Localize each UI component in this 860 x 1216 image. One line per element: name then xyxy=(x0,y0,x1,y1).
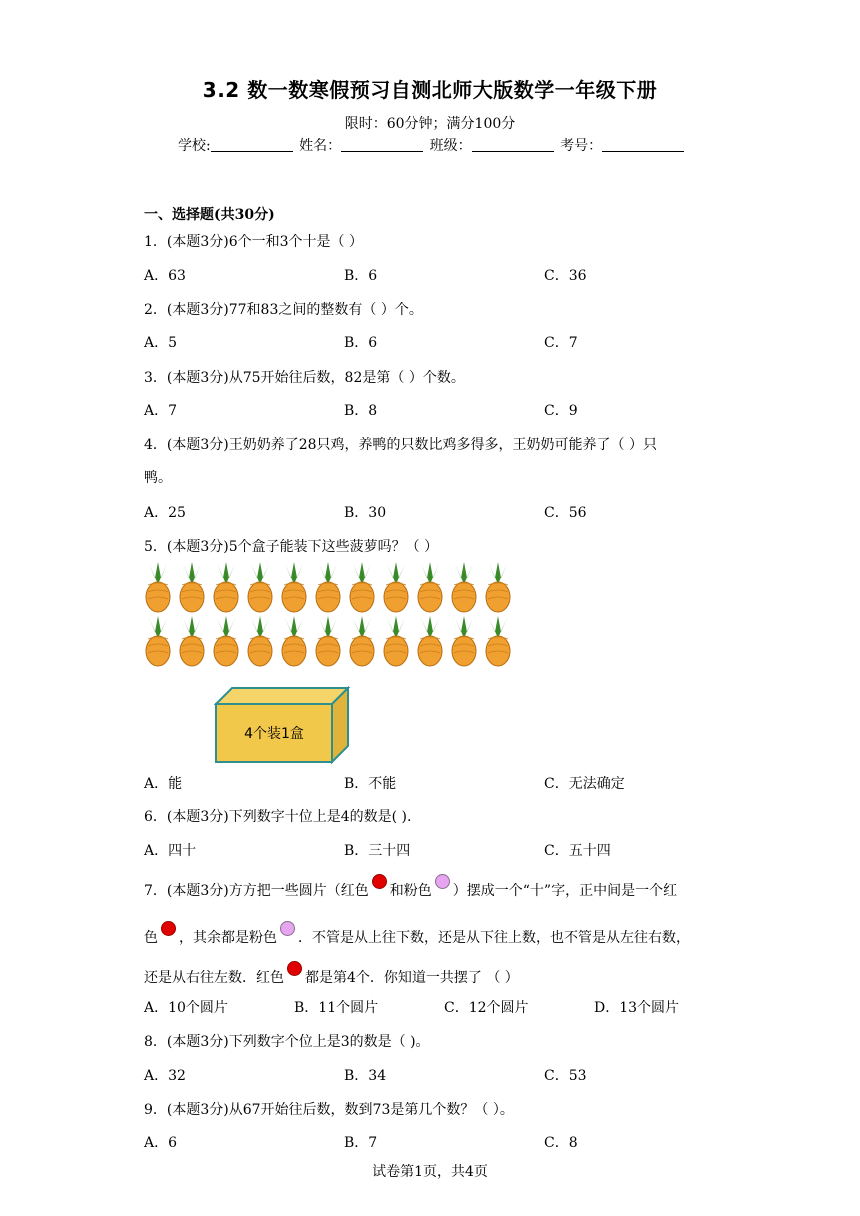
pineapple-icon xyxy=(486,562,510,612)
school-blank[interactable] xyxy=(211,137,293,152)
q7-text: 色 xyxy=(144,930,158,946)
option-b[interactable]: B．8 xyxy=(344,403,378,419)
option-a[interactable]: A．32 xyxy=(144,1068,186,1084)
pineapple-icon xyxy=(180,562,204,612)
pineapple-icon xyxy=(350,562,374,612)
option-c[interactable]: C．36 xyxy=(544,268,587,284)
question-5-options xyxy=(144,773,744,793)
option-a[interactable]: A．6 xyxy=(144,1135,178,1151)
red-disc-icon xyxy=(372,874,387,889)
question-7-line-1 xyxy=(144,874,677,900)
q7-text: ，其余都是粉色 xyxy=(179,930,277,946)
class-label: 班级： xyxy=(429,138,472,154)
pineapple-icon xyxy=(214,562,238,612)
question-3-options xyxy=(144,400,744,420)
pineapple-icon xyxy=(452,562,476,612)
student-info xyxy=(178,135,686,155)
question-4-options xyxy=(144,502,744,522)
option-d[interactable]: D．13个圆片 xyxy=(594,1000,680,1016)
red-disc-icon xyxy=(161,921,176,936)
pineapple-icon xyxy=(146,562,170,612)
pineapple-icon xyxy=(282,616,306,666)
option-b[interactable]: B．6 xyxy=(344,268,378,284)
option-b[interactable]: B．不能 xyxy=(344,776,397,792)
option-c[interactable]: C．9 xyxy=(544,403,578,419)
q7-text: 和粉色 xyxy=(389,883,432,899)
q7-text: 还是从右往左数．红色 xyxy=(144,970,284,986)
page-title: 3.2 数一数寒假预习自测北师大版数学一年级下册 xyxy=(202,78,658,102)
option-b[interactable]: B．三十四 xyxy=(344,843,411,859)
question-2-options xyxy=(144,332,744,352)
pineapple-icon xyxy=(452,616,476,666)
option-b[interactable]: B．6 xyxy=(344,335,378,351)
q7-text: 都是第4个．你知道一共摆了 （ ） xyxy=(305,970,519,986)
option-a[interactable]: A．10个圆片 xyxy=(144,1000,228,1016)
option-c[interactable]: C．53 xyxy=(544,1068,587,1084)
option-a[interactable]: A．能 xyxy=(144,776,183,792)
q7-text: ．不管是从上往下数，还是从下往上数，也不管是从左往右数， xyxy=(298,930,690,946)
exam-no-blank[interactable] xyxy=(602,137,684,152)
option-c[interactable]: C．56 xyxy=(544,505,587,521)
pineapple-icon xyxy=(384,616,408,666)
option-b[interactable]: B．7 xyxy=(344,1135,378,1151)
question-8-options xyxy=(144,1065,744,1085)
name-label: 姓名： xyxy=(299,138,342,154)
pineapple-icon xyxy=(350,616,374,666)
question-9: 9．(本题3分)从67开始往后数，数到73是第几个数？（ ）。 xyxy=(144,1102,514,1118)
box-top xyxy=(216,688,348,704)
option-c[interactable]: C．12个圆片 xyxy=(444,1000,529,1016)
pineapple-icon xyxy=(214,616,238,666)
question-6: 6．(本题3分)下列数字十位上是4的数是( ). xyxy=(144,809,412,825)
exam-no-label: 考号： xyxy=(560,138,603,154)
option-a[interactable]: A．25 xyxy=(144,505,186,521)
section-heading: 一、选择题(共30分) xyxy=(144,207,275,223)
pineapple-icon xyxy=(180,616,204,666)
question-8: 8．(本题3分)下列数字个位上是3的数是（ )。 xyxy=(144,1034,430,1050)
question-6-options xyxy=(144,840,744,860)
pineapple-icon xyxy=(248,562,272,612)
name-blank[interactable] xyxy=(341,137,423,152)
option-c[interactable]: C．无法确定 xyxy=(544,776,625,792)
pineapple-icon xyxy=(316,616,340,666)
q7-text: 7．(本题3分)方方把一些圆片（红色 xyxy=(144,883,369,899)
option-a[interactable]: A．63 xyxy=(144,268,186,284)
time-limit: 限时：60分钟；满分100分 xyxy=(344,116,516,132)
pink-disc-icon xyxy=(435,874,450,889)
question-7-line-3 xyxy=(144,961,519,987)
question-5: 5．(本题3分)5个盒子能装下这些菠萝吗？（ ） xyxy=(144,539,439,555)
pineapple-icon xyxy=(486,616,510,666)
pineapple-icon xyxy=(418,616,442,666)
pineapple-icon xyxy=(146,616,170,666)
question-3: 3．(本题3分)从75开始往后数，82是第（ ）个数。 xyxy=(144,370,465,386)
option-b[interactable]: B．34 xyxy=(344,1068,387,1084)
option-b[interactable]: B．11个圆片 xyxy=(294,1000,379,1016)
red-disc-icon xyxy=(287,961,302,976)
option-c[interactable]: C．8 xyxy=(544,1135,578,1151)
option-c[interactable]: C．五十四 xyxy=(544,843,611,859)
question-7-options xyxy=(144,997,744,1017)
pineapple-image xyxy=(144,562,516,668)
question-4-line-2: 鸭。 xyxy=(144,470,172,486)
question-1: 1．(本题3分)6个一和3个十是（ ） xyxy=(144,234,364,250)
pineapple-icon xyxy=(248,616,272,666)
option-b[interactable]: B．30 xyxy=(344,505,387,521)
pineapple-icon xyxy=(316,562,340,612)
question-4-line-1: 4．(本题3分)王奶奶养了28只鸡，养鸭的只数比鸡多得多，王奶奶可能养了（ ）只 xyxy=(144,437,658,453)
pineapple-icon xyxy=(418,562,442,612)
question-9-options xyxy=(144,1132,744,1152)
option-a[interactable]: A．7 xyxy=(144,403,178,419)
class-blank[interactable] xyxy=(472,137,554,152)
option-a[interactable]: A．5 xyxy=(144,335,178,351)
page-footer: 试卷第1页，共4页 xyxy=(372,1164,488,1180)
option-c[interactable]: C．7 xyxy=(544,335,578,351)
option-a[interactable]: A．四十 xyxy=(144,843,197,859)
question-2: 2．(本题3分)77和83之间的整数有（ ）个。 xyxy=(144,302,423,318)
pineapple-icon xyxy=(282,562,306,612)
question-7-line-2 xyxy=(144,921,690,947)
pink-disc-icon xyxy=(280,921,295,936)
pineapple-icon xyxy=(384,562,408,612)
q7-text: ）摆成一个“十”字，正中间是一个红 xyxy=(452,883,678,899)
question-1-options xyxy=(144,265,744,285)
school-label: 学校: xyxy=(178,138,211,154)
box-image xyxy=(214,686,350,764)
box-label: 4个装1盒 xyxy=(244,726,304,742)
